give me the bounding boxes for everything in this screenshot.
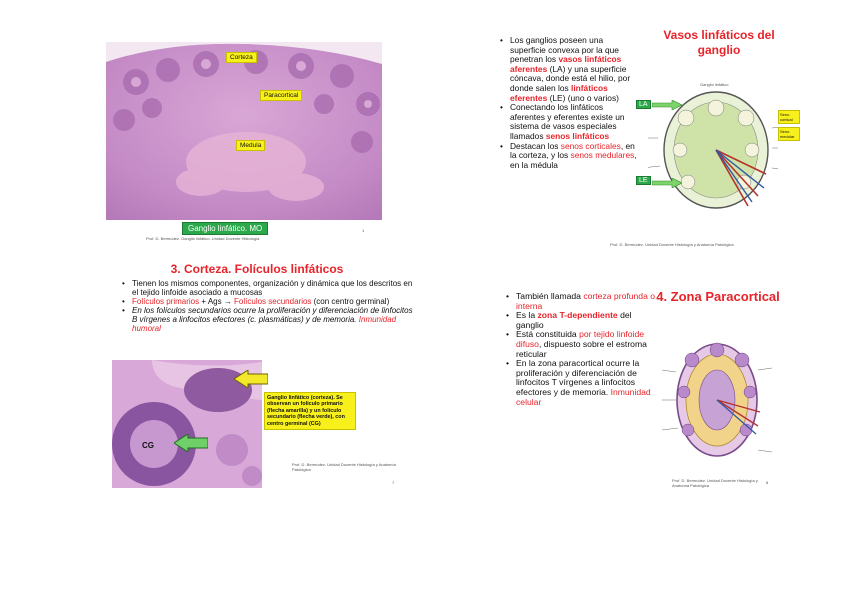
slide-paracortical-zone (496, 286, 796, 496)
bullet-3: • En los folículos secundarios ocurre la proliferación y diferenciación de linfocitos B vírgenes a linfocitos efectores (c. plasmáticas) y de memoria. Inmunidad humoral (132, 306, 414, 333)
slide-lymphatic-vessels (496, 26, 796, 248)
bullet-4: • En la zona paracortical ocurre la proliferación y diferenciación de linfocitos T vírgenes a linfocitos efectores y de memoria. Inmunidad celular (516, 359, 656, 407)
arrow-le-icon (652, 178, 682, 188)
bullet-1: • Los ganglios poseen una superficie convexa por la que penetran los vasos linfáticos aferentes (LA) y una superficie cóncava, donde está el hilio, por donde salen los linfáticos eferentes (LE) (uno o varios) (510, 36, 638, 103)
slide-credit: Prof. D. Bermúdez. Unidad Docente Histología y Anatomía Patológica (672, 478, 758, 488)
slide-cortex-follicles (112, 262, 413, 490)
arrow-la-icon (652, 100, 682, 110)
slide-histology-overview (106, 42, 382, 242)
yellow-arrow-icon (234, 370, 268, 388)
bullet-list (498, 36, 638, 170)
lymph-node-micrograph (106, 42, 382, 220)
figure-note: Ganglio linfático (corteza). Se observan un folículo primario (flecha amarilla) y un folículo secundario (flecha verde), con centro germinal (CG) (264, 392, 356, 430)
slide-title: Vasos linfáticos del ganglio (663, 28, 775, 57)
bullet-list (504, 292, 656, 407)
bullet-list (120, 279, 414, 333)
bullet-2: • Conectando los linfáticos aferentes y eferentes existe un sistema de vasos especiales llamados senos linfáticos (510, 103, 638, 141)
tag-le: LE (636, 176, 651, 185)
page-number: 7 (392, 480, 395, 485)
slide-credit: Prof. D. Bermúdez. Ganglio linfático. Unidad Docente Histología (146, 236, 260, 241)
tag-seno-cortical: Seno cortical (778, 110, 800, 124)
bullet-2: • Folículos primarios + Ags → Folículos secundarios (con centro germinal) (132, 297, 414, 306)
label-medula: Medula (236, 140, 265, 151)
tag-seno-medular: Seno medular (778, 127, 800, 141)
diagram-title: Ganglio linfático (700, 82, 729, 87)
slide-title: 3. Corteza. Folículos linfáticos (170, 262, 344, 276)
label-corteza: Corteza (226, 52, 257, 63)
slide-title: 4. Zona Paracortical (656, 289, 780, 304)
slide-credit: Prof. D. Bermúdez. Unidad Docente Histología y Anatomía Patológica (292, 462, 396, 472)
bullet-3: • Destacan los senos corticales, en la corteza, y los senos medulares, en la médula (510, 142, 638, 171)
cg-label: CG (142, 441, 154, 450)
caption-badge: Ganglio linfático. MO (182, 222, 268, 235)
page-number: 1 (362, 228, 365, 233)
bullet-1: • Tienen los mismos componentes, organización y dinámica que los descritos en el tejido linfoide asociado a mucosas (132, 279, 414, 297)
slide-credit: Prof. D. Bermúdez. Unidad Docente Histología y Anatomía Patológica (610, 242, 734, 247)
green-arrow-icon (174, 434, 208, 452)
tag-la: LA (636, 100, 651, 109)
paracortical-diagram (662, 330, 772, 470)
bullet-1: • También llamada corteza profunda o interna (516, 292, 656, 311)
bullet-3: • Está constituida por tejido linfoide difuso, dispuesto sobre el estroma reticular (516, 330, 656, 359)
bullet-2: • Es la zona T-dependiente del ganglio (516, 311, 656, 330)
page-number: 8 (766, 480, 769, 485)
label-paracortical: Paracortical (260, 90, 302, 101)
